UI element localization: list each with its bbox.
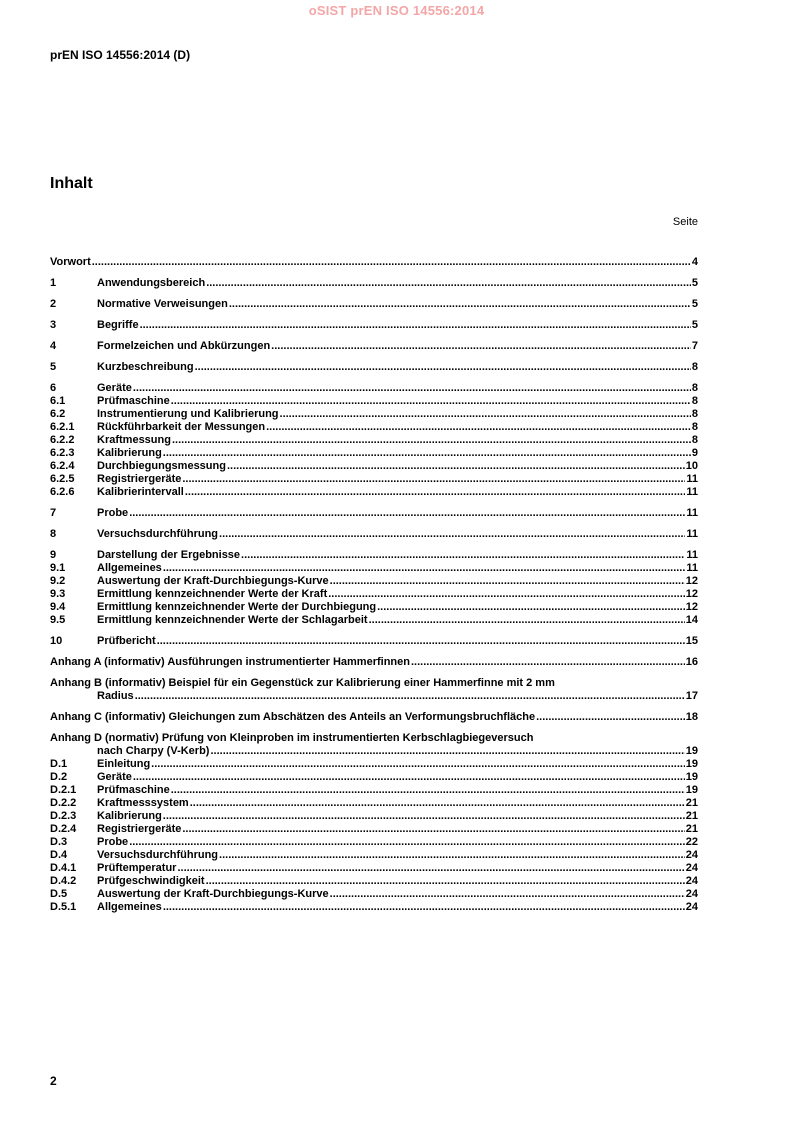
toc-entry-number: D.2.1	[50, 784, 77, 796]
toc-entry-text: Einleitung	[97, 758, 151, 770]
toc-entry-page: 7	[691, 340, 698, 352]
toc-entry-number: 9.3	[50, 588, 66, 600]
toc-entry[interactable]	[50, 601, 698, 614]
toc-entry-number: 6.1	[50, 395, 66, 407]
toc-entry-text: Kurzbeschreibung	[97, 361, 194, 373]
table-of-contents	[50, 256, 698, 914]
toc-entry-number: 9.5	[50, 614, 66, 626]
toc-entry-number: D.4.2	[50, 875, 77, 887]
toc-entry[interactable]	[50, 810, 698, 823]
toc-entry-number: 4	[50, 340, 57, 352]
toc-entry-text: Darstellung der Ergebnisse	[97, 549, 241, 561]
toc-entry[interactable]	[50, 635, 698, 648]
toc-entry-page: 24	[685, 849, 698, 861]
toc-entry-text: Probe	[97, 836, 129, 848]
toc-entry-text: Allgemeines	[97, 901, 162, 913]
toc-entry[interactable]	[50, 507, 698, 520]
toc-entry-text: Probe	[97, 507, 129, 519]
toc-entry-number: 6	[50, 382, 57, 394]
toc-entry-number: 1	[50, 277, 57, 289]
toc-entry-page: 24	[685, 862, 698, 874]
toc-entry-number: D.1	[50, 758, 68, 770]
toc-entry-text: Versuchsdurchführung	[97, 528, 219, 540]
toc-entry-number: 8	[50, 528, 57, 540]
toc-entry-number: 9.1	[50, 562, 66, 574]
toc-entry-text: Anhang B (informativ) Beispiel für ein Gegenstück zur Kalibrierung einer Hammerfinne mit 2 mm	[50, 677, 555, 689]
toc-entry-page: 19	[685, 745, 698, 757]
toc-entry-continuation: Radius	[97, 690, 134, 702]
toc-entry-page: 24	[685, 875, 698, 887]
toc-entry[interactable]	[50, 408, 698, 421]
toc-entry-annex-b[interactable]	[50, 677, 698, 703]
toc-entry-number: D.2.4	[50, 823, 77, 835]
toc-entry-page: 21	[685, 810, 698, 822]
toc-entry-text: Anwendungsbereich	[97, 277, 206, 289]
toc-entry-text: Auswertung der Kraft-Durchbiegungs-Kurve	[97, 888, 329, 900]
toc-entry-text: Vorwort	[50, 256, 91, 268]
toc-entry[interactable]	[50, 549, 698, 562]
toc-entry-annex-d[interactable]	[50, 732, 698, 758]
toc-entry-page: 11	[686, 562, 698, 574]
toc-entry[interactable]	[50, 862, 698, 875]
toc-entry-number: 9	[50, 549, 57, 561]
toc-entry[interactable]	[50, 758, 698, 771]
toc-entry-page: 5	[691, 277, 698, 289]
toc-entry-text: Kalibrierintervall	[97, 486, 184, 498]
toc-entry-text: Anhang A (informativ) Ausführungen instrumentierter Hammerfinnen	[50, 656, 410, 668]
toc-entry[interactable]	[50, 421, 698, 434]
toc-entry-number: 9.4	[50, 601, 66, 613]
toc-entry-page: 8	[691, 395, 698, 407]
toc-entry-number: D.2	[50, 771, 68, 783]
toc-entry-text: Ermittlung kennzeichnender Werte der Schlagarbeit	[97, 614, 368, 626]
toc-entry-page: 8	[691, 408, 698, 420]
toc-entry-text: Registriergeräte	[97, 823, 182, 835]
toc-entry-number: 6.2.2	[50, 434, 75, 446]
toc-entry[interactable]	[50, 888, 698, 901]
toc-entry-text: Ermittlung kennzeichnender Werte der Durchbiegung	[97, 601, 377, 613]
toc-entry-text: Kalibrierung	[97, 447, 162, 459]
toc-entry[interactable]	[50, 434, 698, 447]
toc-entry[interactable]	[50, 588, 698, 601]
toc-entry-number: D.5.1	[50, 901, 77, 913]
toc-entry-page: 11	[686, 473, 698, 485]
toc-entry-number: 6.2.3	[50, 447, 75, 459]
toc-entry-number: 6.2	[50, 408, 66, 420]
toc-entry[interactable]	[50, 447, 698, 460]
toc-entry-text: Prüfmaschine	[97, 395, 170, 407]
toc-entry-page: 12	[685, 601, 698, 613]
toc-entry-text: Auswertung der Kraft-Durchbiegungs-Kurve	[97, 575, 329, 587]
toc-entry-page: 22	[685, 836, 698, 848]
toc-entry[interactable]	[50, 575, 698, 588]
toc-entry[interactable]	[50, 382, 698, 395]
page-number: 2	[50, 1074, 57, 1088]
toc-entry-page: 21	[685, 823, 698, 835]
toc-entry-text: Prüftemperatur	[97, 862, 177, 874]
toc-entry-number: 7	[50, 507, 57, 519]
page-column-label: Seite	[672, 216, 698, 228]
toc-entry[interactable]	[50, 784, 698, 797]
toc-entry-number: D.3	[50, 836, 68, 848]
toc-entry-text: Instrumentierung und Kalibrierung	[97, 408, 279, 420]
toc-entry-page: 8	[691, 382, 698, 394]
toc-entry[interactable]	[50, 319, 698, 332]
toc-entry-number: 5	[50, 361, 57, 373]
toc-entry[interactable]	[50, 298, 698, 311]
toc-entry[interactable]	[50, 562, 698, 575]
toc-entry-number: 9.2	[50, 575, 66, 587]
toc-entry-page: 21	[685, 797, 698, 809]
toc-entry-page: 4	[691, 256, 698, 268]
toc-entry-text: Ermittlung kennzeichnender Werte der Kraft	[97, 588, 328, 600]
toc-entry-page: 24	[685, 901, 698, 913]
toc-entry-number: 6.2.1	[50, 421, 75, 433]
toc-entry-text: Registriergeräte	[97, 473, 182, 485]
toc-entry[interactable]	[50, 460, 698, 473]
toc-entry-number: D.2.2	[50, 797, 77, 809]
toc-entry-number: D.5	[50, 888, 68, 900]
toc-entry-text: Kraftmesssystem	[97, 797, 189, 809]
document-header: prEN ISO 14556:2014 (D)	[50, 48, 191, 62]
toc-entry-page: 12	[685, 588, 698, 600]
toc-entry-number: 3	[50, 319, 57, 331]
toc-entry-annex-c[interactable]	[50, 711, 698, 724]
toc-entry-page: 24	[685, 888, 698, 900]
toc-entry[interactable]	[50, 361, 698, 374]
toc-title: Inhalt	[50, 175, 93, 192]
watermark: oSIST prEN ISO 14556:2014	[308, 3, 485, 18]
toc-entry-page: 19	[685, 758, 698, 770]
toc-entry[interactable]	[50, 256, 698, 269]
toc-entry[interactable]	[50, 849, 698, 862]
toc-entry-page: 14	[685, 614, 698, 626]
toc-entry[interactable]	[50, 395, 698, 408]
toc-entry-page: 8	[691, 361, 698, 373]
toc-entry-text: Geräte	[97, 382, 132, 394]
toc-entry-annex-a[interactable]	[50, 656, 698, 669]
toc-entry-page: 11	[686, 549, 698, 561]
toc-entry-text: Kalibrierung	[97, 810, 162, 822]
toc-entry-text: Prüfgeschwindigkeit	[97, 875, 205, 887]
toc-entry[interactable]	[50, 486, 698, 499]
toc-entry-number: 6.2.5	[50, 473, 75, 485]
toc-entry[interactable]	[50, 528, 698, 541]
toc-entry-number: 6.2.4	[50, 460, 75, 472]
toc-entry-page: 15	[685, 635, 698, 647]
toc-entry-text: Durchbiegungsmessung	[97, 460, 226, 472]
toc-entry[interactable]	[50, 340, 698, 353]
toc-entry[interactable]	[50, 836, 698, 849]
toc-entry-number: D.4	[50, 849, 68, 861]
toc-entry[interactable]	[50, 797, 698, 810]
toc-entry-number: D.4.1	[50, 862, 77, 874]
toc-entry[interactable]	[50, 823, 698, 836]
toc-entry-page: 8	[691, 434, 698, 446]
toc-entry-continuation: nach Charpy (V-Kerb)	[97, 745, 210, 757]
toc-entry-page: 11	[686, 528, 698, 540]
toc-entry-page: 5	[691, 319, 698, 331]
toc-entry[interactable]	[50, 614, 698, 627]
toc-entry-number: 10	[50, 635, 63, 647]
toc-entry-page: 9	[691, 447, 698, 459]
toc-entry-text: Prüfmaschine	[97, 784, 170, 796]
toc-entry-page: 8	[691, 421, 698, 433]
toc-entry-text: Versuchsdurchführung	[97, 849, 219, 861]
toc-entry-page: 19	[685, 784, 698, 796]
toc-entry-text: Allgemeines	[97, 562, 162, 574]
toc-entry-text: Kraftmessung	[97, 434, 171, 446]
toc-entry-page: 19	[685, 771, 698, 783]
toc-entry-page: 11	[686, 507, 698, 519]
toc-entry-text: Prüfbericht	[97, 635, 156, 647]
toc-entry-page: 12	[685, 575, 698, 587]
toc-entry-page: 16	[685, 656, 698, 668]
toc-entry-text: Anhang C (informativ) Gleichungen zum Abschätzen des Anteils an Verformungsbruchfläche	[50, 711, 536, 723]
toc-entry-number: 2	[50, 298, 57, 310]
toc-entry[interactable]	[50, 277, 698, 290]
toc-entry-number: 6.2.6	[50, 486, 75, 498]
toc-entry[interactable]	[50, 875, 698, 888]
toc-entry-number: D.2.3	[50, 810, 77, 822]
toc-entry[interactable]	[50, 473, 698, 486]
toc-entry[interactable]	[50, 771, 698, 784]
toc-entry-page: 10	[685, 460, 698, 472]
toc-entry-text: Rückführbarkeit der Messungen	[97, 421, 266, 433]
toc-entry-page: 17	[685, 690, 698, 702]
toc-entry-text: Geräte	[97, 771, 132, 783]
toc-entry[interactable]	[50, 901, 698, 914]
toc-entry-text: Formelzeichen und Abkürzungen	[97, 340, 271, 352]
toc-entry-text: Begriffe	[97, 319, 139, 331]
toc-entry-text: Normative Verweisungen	[97, 298, 228, 310]
toc-entry-text: Anhang D (normativ) Prüfung von Kleinproben im instrumentierten Kerbschlagbiegeversuch	[50, 732, 534, 744]
toc-entry-page: 5	[691, 298, 698, 310]
toc-entry-page: 18	[685, 711, 698, 723]
toc-entry-page: 11	[686, 486, 698, 498]
